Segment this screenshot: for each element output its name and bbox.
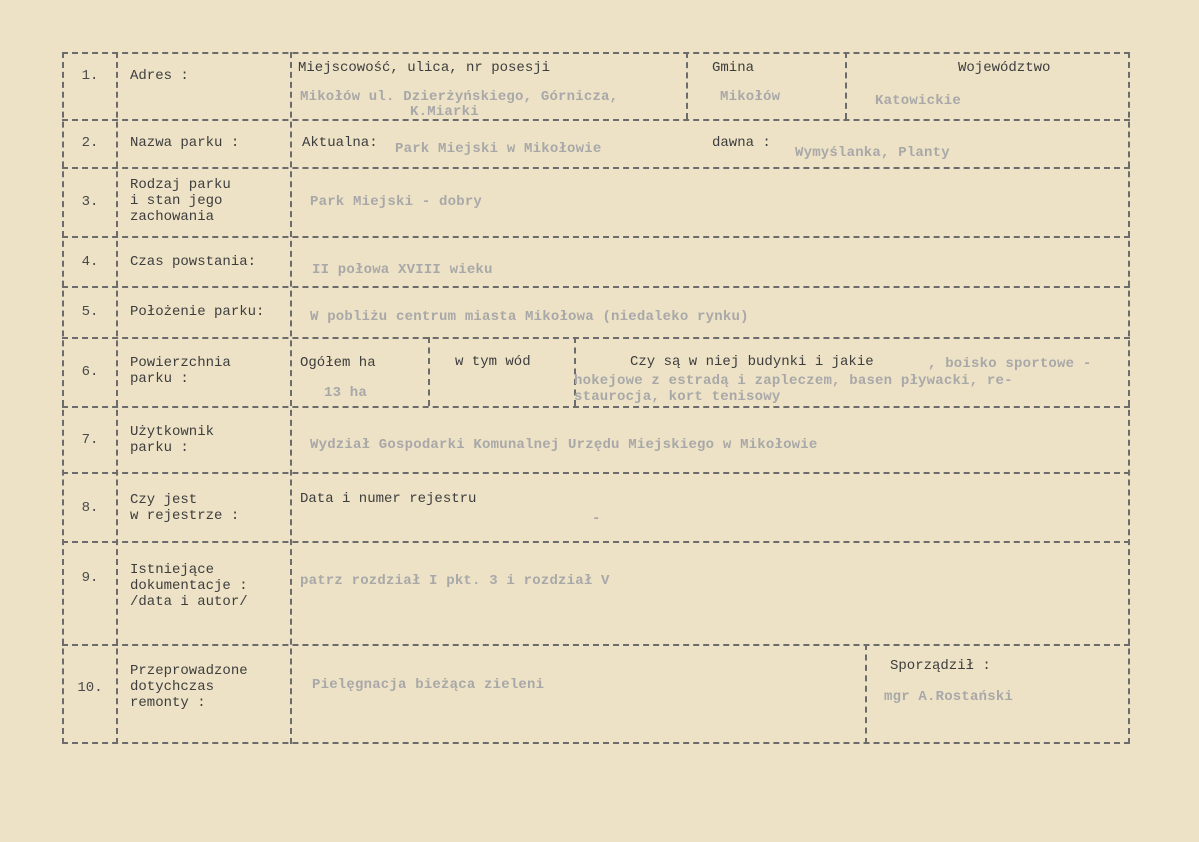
row-divider (62, 337, 1130, 339)
row-divider (62, 644, 1130, 646)
column-divider (428, 337, 430, 406)
area-water-label: w tym wód (455, 354, 531, 370)
row-divider (62, 236, 1130, 238)
name-current-value: Park Miejski w Mikołowie (395, 141, 602, 157)
area-total-label: Ogółem ha (300, 355, 376, 371)
address-value-locality: Mikołów ul. Dzierżyńskiego, Górnicza, (300, 89, 619, 105)
row-divider (62, 472, 1130, 474)
address-header-municipality: Gmina (712, 60, 755, 76)
documents-value: patrz rozdział I pkt. 3 i rozdział V (300, 573, 610, 589)
column-divider (686, 52, 688, 119)
area-buildings-value-2: hokejowe z estradą i zapleczem, basen pływacki, re- (574, 373, 1013, 389)
row-number: 9. (81, 570, 99, 586)
row-number: 6. (81, 364, 99, 380)
created-value: II połowa XVIII wieku (312, 262, 493, 278)
row-label-address: Adres : (130, 68, 189, 84)
column-divider (290, 52, 292, 744)
registry-label: Data i numer rejestru (300, 491, 477, 507)
row-number: 1. (81, 68, 99, 84)
registry-value: - (592, 511, 601, 527)
location-value: W pobliżu centrum miasta Mikołowa (niedaleko rynku) (310, 309, 749, 325)
area-total-value: 13 ha (324, 385, 368, 401)
row-divider (62, 541, 1130, 543)
row-label-repairs: Przeprowadzone dotychczas remonty : (130, 663, 248, 711)
name-current-label: Aktualna: (302, 135, 378, 151)
row-divider (62, 167, 1130, 169)
repairs-value: Pielęgnacja bieżąca zieleni (312, 677, 545, 693)
row-label-area: Powierzchnia parku : (130, 355, 231, 387)
prepared-by-label: Sporządził : (890, 658, 991, 674)
row-divider (62, 119, 1130, 121)
row-label-location: Położenie parku: (130, 304, 265, 320)
area-buildings-label: Czy są w niej budynki i jakie (630, 354, 874, 370)
address-value-locality-2: K.Miarki (410, 104, 479, 120)
row-divider (62, 406, 1130, 408)
row-divider (62, 286, 1130, 288)
row-label-name: Nazwa parku : (130, 135, 240, 151)
row-number: 8. (81, 500, 99, 516)
row-number: 5. (81, 304, 99, 320)
row-label-user: Użytkownik parku : (130, 424, 215, 456)
address-value-voivodeship: Katowickie (875, 93, 962, 109)
column-divider (116, 52, 118, 744)
row-number: 10. (77, 680, 103, 696)
row-label-registry: Czy jest w rejestrze : (130, 492, 240, 524)
name-former-label: dawna : (712, 135, 771, 151)
area-buildings-value: , boisko sportowe - (928, 356, 1092, 372)
area-buildings-value-3: staurocja, kort tenisowy (574, 389, 781, 405)
row-label-type: Rodzaj parku i stan jego zachowania (130, 177, 231, 225)
address-value-municipality: Mikołów (720, 89, 781, 105)
address-header-locality: Miejscowość, ulica, nr posesji (298, 60, 551, 76)
address-header-voivodeship: Województwo (958, 60, 1051, 76)
row-number: 3. (81, 194, 99, 210)
user-value: Wydział Gospodarki Komunalnej Urzędu Miejskiego w Mikołowie (310, 437, 818, 453)
row-label-created: Czas powstania: (130, 254, 257, 270)
column-divider (865, 644, 867, 744)
prepared-by-value: mgr A.Rostański (884, 689, 1014, 705)
type-value: Park Miejski - dobry (310, 194, 483, 210)
row-number: 2. (81, 135, 99, 151)
row-label-documents: Istniejące dokumentacje : /data i autor/ (130, 562, 248, 610)
name-former-value: Wymyślanka, Planty (795, 145, 950, 161)
row-number: 4. (81, 254, 99, 270)
row-number: 7. (81, 432, 99, 448)
column-divider (845, 52, 847, 119)
